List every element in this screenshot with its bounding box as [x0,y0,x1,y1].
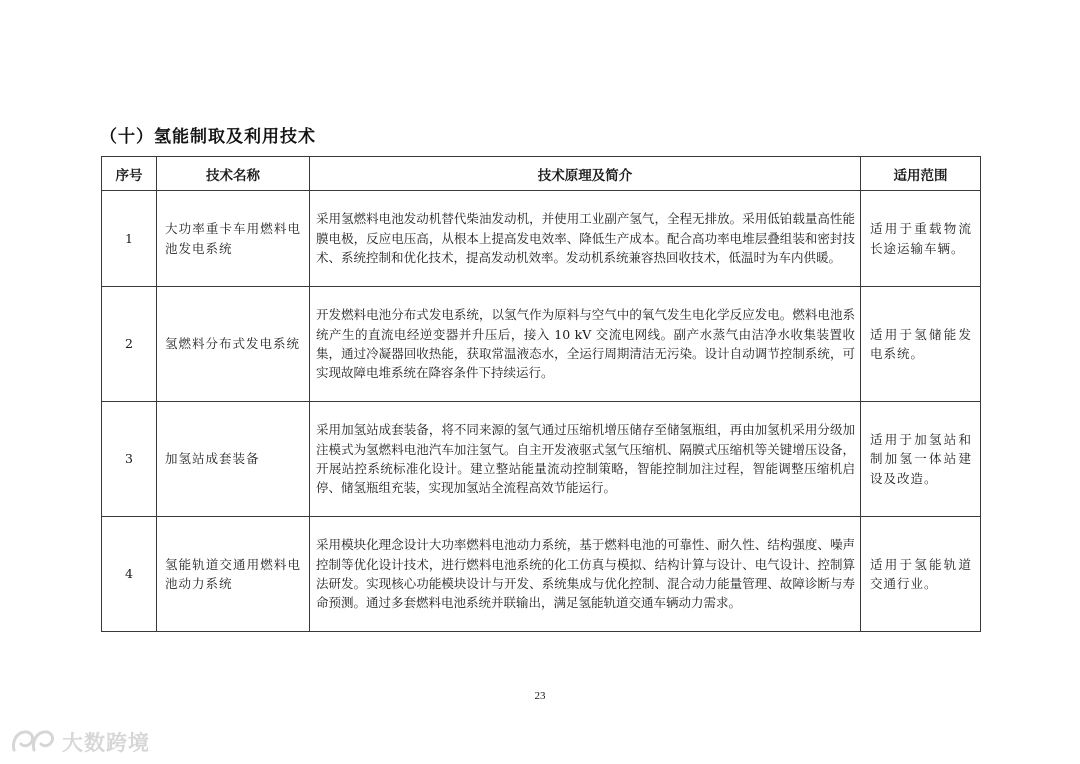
header-technology-name: 技术名称 [157,157,310,191]
row-number: 4 [102,517,157,632]
application-scope: 适用于氢能轨道交通行业。 [861,517,981,632]
page-number: 23 [534,690,546,702]
watermark-logo-icon [10,728,56,756]
section-title: （十）氢能制取及利用技术 [100,127,316,147]
table-header-row [102,157,981,191]
technology-table [101,156,981,632]
application-scope: 适用于氢储能发电系统。 [861,287,981,402]
header-scope: 适用范围 [861,157,981,191]
technology-description: 采用加氢站成套装备，将不同来源的氢气通过压缩机增压储存至储氢瓶组，再由加氢机采用分级加注模式为氢燃料电池汽车加注氢气。自主开发液驱式氢气压缩机、隔膜式压缩机等关键增压设备，开展站控系统标准化设计。建立整站能量流动控制策略，智能控制加注过程，智能调整压缩机启停、储氢瓶组充装，实现加氢站全流程高效节能运行。 [310,402,861,517]
technology-name: 氢燃料分布式发电系统 [157,287,310,402]
table-row [102,191,981,287]
technology-description: 采用氢燃料电池发动机替代柴油发动机，并使用工业副产氢气，全程无排放。采用低铂载量高性能膜电极，反应电压高，从根本上提高发电效率、降低生产成本。配合高功率电堆层叠组装和密封技术、系统控制和优化技术，提高发动机效率。发动机系统兼容热回收技术，低温时为车内供暖。 [310,191,861,287]
header-serial-number: 序号 [102,157,157,191]
application-scope: 适用于加氢站和制加氢一体站建设及改造。 [861,402,981,517]
technology-name: 大功率重卡车用燃料电池发电系统 [157,191,310,287]
technology-description: 开发燃料电池分布式发电系统，以氢气作为原料与空气中的氧气发生电化学反应发电。燃料电池系统产生的直流电经逆变器并升压后，接入 10 kV 交流电网线。副产水蒸气由洁净水收集装置收集，通过冷凝器回收热能，获取常温液态水，全运行周期清洁无污染。设计自动调节控制系统，可实现故障电堆系统在降容条件下持续运行。 [310,287,861,402]
application-scope: 适用于重载物流长途运输车辆。 [861,191,981,287]
technology-name: 加氢站成套装备 [157,402,310,517]
table-row [102,517,981,632]
watermark-text: 大数跨境 [62,731,150,755]
table-row [102,287,981,402]
row-number: 3 [102,402,157,517]
header-principle-description: 技术原理及简介 [310,157,861,191]
table-row [102,402,981,517]
row-number: 1 [102,191,157,287]
watermark [10,727,150,757]
technology-description: 采用模块化理念设计大功率燃料电池动力系统，基于燃料电池的可靠性、耐久性、结构强度、噪声控制等优化设计技术，进行燃料电池系统的化工仿真与模拟、结构计算与设计、电气设计、控制算法研发。实现核心功能模块设计与开发、系统集成与优化控制、混合动力能量管理、故障诊断与寿命预测。通过多套燃料电池系统并联输出，满足氢能轨道交通车辆动力需求。 [310,517,861,632]
technology-name: 氢能轨道交通用燃料电池动力系统 [157,517,310,632]
row-number: 2 [102,287,157,402]
